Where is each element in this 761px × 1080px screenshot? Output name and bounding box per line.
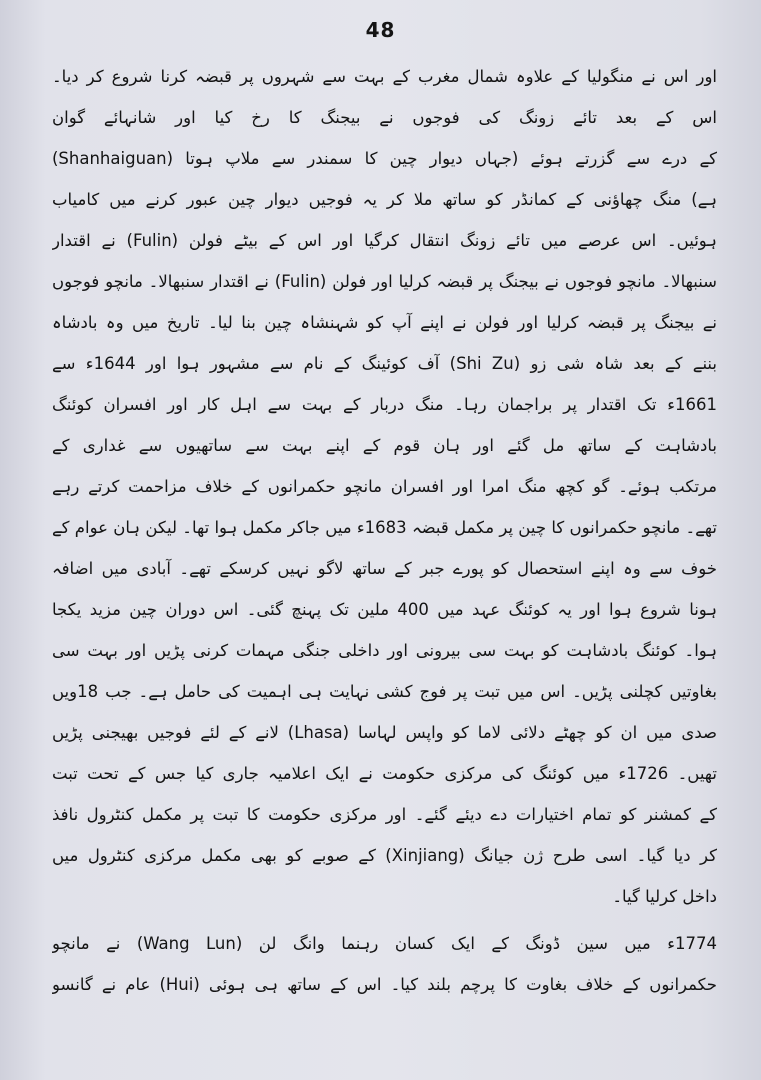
text-line: مرتکب ہوئے۔ گو کچھ منگ امرا اور افسران مانچو حکمرانوں کے خلاف مزاحمت کرتے رہے [52, 477, 717, 496]
text-line: اس کے بعد تائے زونگ کی فوجوں نے بیجنگ کا رخ کیا اور شانہائے گوان [52, 108, 717, 127]
text-line: بغاوتیں کچلنی پڑیں۔ اس میں تبت پر فوج کشی نہایت ہی اہمیت کی حامل ہے۔ جب 18ویں [52, 682, 717, 701]
text-line: سنبھالا۔ مانچو فوجوں نے بیجنگ پر قبضہ کرلیا اور فولن (Fulin) نے اقتدار سنبھالا۔ مانچو فوجوں [52, 272, 717, 291]
text-line: خوف سے وہ اپنے استحصال کو پورے جبر کے ساتھ لاگو نہیں کرسکے تھے۔ آبادی میں اضافہ [52, 559, 717, 578]
page-number: 48 [365, 18, 396, 42]
text-line: بادشاہت کے ساتھ مل گئے اور ہان قوم کے اپنے بہت سے ساتھیوں سے غداری کے [52, 436, 717, 455]
text-line: ہوا۔ کوئنگ بادشاہت کو بہت سی بیرونی اور داخلی جنگی مہمات کرنی پڑیں اور بہت سی [52, 641, 717, 660]
text-line: 1774ء میں سین ڈونگ کے ایک کسان رہنما وانگ لن (Wang Lun) نے مانچو [52, 934, 717, 953]
text-line: (Shanhaiguan) کے درے سے گزرتے ہوئے (جہاں دیوار چین کا سمندر سے ملاپ ہوتا [52, 149, 717, 168]
text-line: نے بیجنگ پر قبضہ کرلیا اور فولن نے اپنے آپ کو شہنشاہ چین بنا لیا۔ تاریخ میں وہ بادشاہ [52, 313, 717, 332]
text-line: ہے) منگ چھاؤنی کے کمانڈر کو ساتھ ملا کر یہ فوجیں دیوار چین عبور کرنے میں کامیاب [52, 190, 717, 209]
text-line: ہوئیں۔ اس عرصے میں تائے زونگ انتقال کرگیا اور اس کے بیٹے فولن (Fulin) نے اقتدار [52, 231, 717, 250]
paragraph-2 [52, 923, 717, 1005]
body-text [52, 56, 717, 1011]
text-line: 1661ء تک اقتدار پر براجمان رہا۔ منگ دربار کے بہت سے اہل کار اور افسران کوئنگ [52, 395, 717, 414]
text-line: صدی میں ان کو چھٹے دلائی لاما کو واپس لہاسا (Lhasa) لانے کے لئے فوجیں بھیجنی پڑیں [52, 723, 717, 742]
paragraph-1 [52, 56, 717, 917]
text-line: بننے کے بعد شاہ شی زو (Shi Zu) آف کوئینگ کے نام سے مشہور ہوا اور 1644ء سے [52, 354, 717, 373]
text-line: تھے۔ مانچو حکمرانوں کا چین پر مکمل قبضہ 1683ء میں جاکر مکمل ہوا تھا۔ لیکن ہان عوام کے [52, 518, 717, 537]
text-line: ہونا شروع ہوا اور یہ کوئنگ عہد میں 400 ملین تک پہنچ گئی۔ اس دوران چین مزید یکجا [52, 600, 717, 619]
text-line: کر دیا گیا۔ اسی طرح ژن جیانگ (Xinjiang) کے صوبے کو بھی مکمل مرکزی کنٹرول میں [52, 846, 717, 865]
text-line: اور اس نے منگولیا کے علاوہ شمال مغرب کے بہت سے شہروں پر قبضہ کرنا شروع کر دیا۔ [52, 67, 717, 86]
text-line: حکمرانوں کے خلاف بغاوت کا پرچم بلند کیا۔ اس کے ساتھ ہی ہوئی (Hui) عام نے گانسو [52, 975, 717, 994]
text-line: تھیں۔ 1726ء میں کوئنگ کی مرکزی حکومت نے ایک اعلامیہ جاری کیا جس کے تحت تبت [52, 764, 717, 783]
text-line: کے کمشنر کو تمام اختیارات دے دیئے گئے۔ اور مرکزی حکومت کا تبت پر مکمل کنٹرول نافذ [52, 805, 717, 824]
text-line: داخل کرلیا گیا۔ [612, 887, 717, 906]
